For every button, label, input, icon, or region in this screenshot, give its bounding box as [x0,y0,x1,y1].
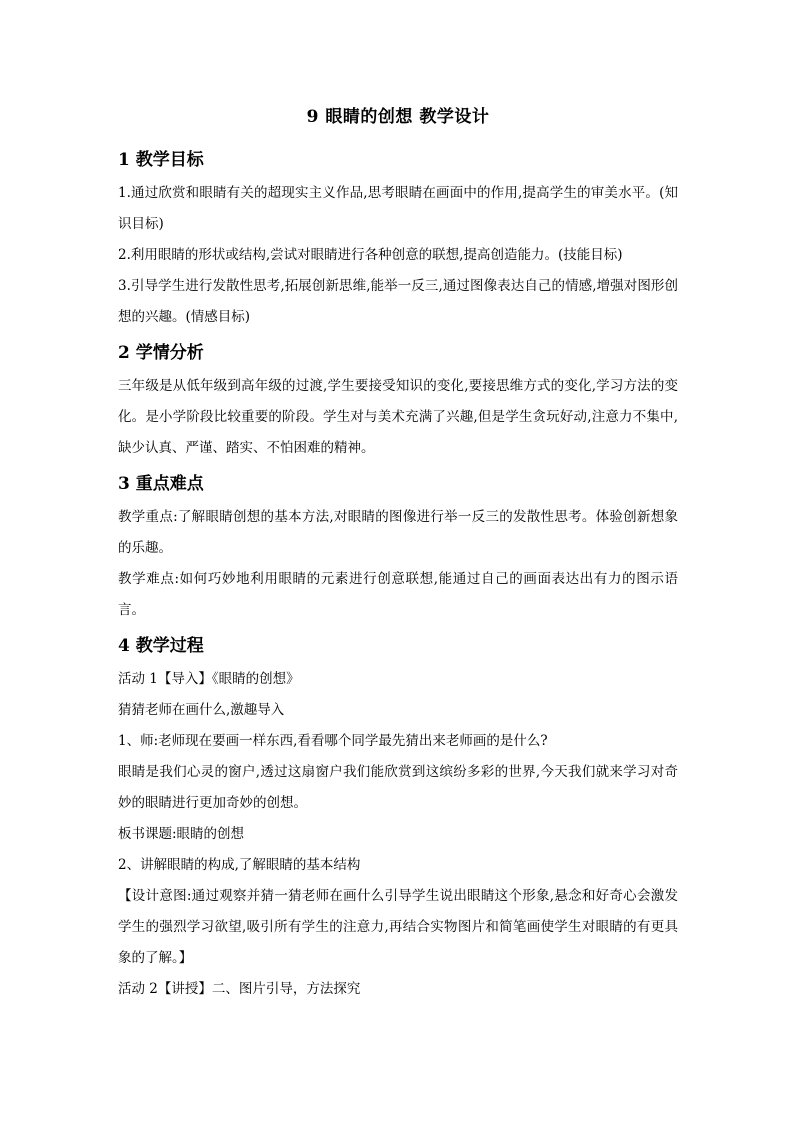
paragraph: 【设计意图:通过观察并猜一猜老师在画什么引导学生说出眼睛这个形象,悬念和好奇心会激发学生的强烈学习欲望,吸引所有学生的注意力,再结合实物图片和简笔画使学生对眼睛的有更具象的了解。】 [118,888,678,966]
paragraph: 2、讲解眼睛的构成,了解眼睛的基本结构 [118,857,361,873]
section-teaching-process [118,632,678,1005]
paragraph: 活动 1【导入】《眼睛的创想》 [118,671,300,687]
paragraph: 3.引导学生进行发散性思考,拓展创新思维,能举一反三,通过图像表达自己的情感,增强对图形创想的兴趣。(情感目标) [118,278,678,325]
section-heading: 3 重点难点 [118,474,204,494]
paragraph: 1、师:老师现在要画一样东西,看看哪个同学最先猜出来老师画的是什么? [118,733,548,749]
paragraph: 猜猜老师在画什么,激趣导入 [118,702,285,718]
section-heading: 1 教学目标 [118,150,204,170]
paragraph: 教学重点:了解眼睛创想的基本方法,对眼睛的图像进行举一反三的发散性思考。体验创新想象的乐趣。 [118,509,678,556]
section-objectives [118,146,678,333]
section-heading: 4 教学过程 [118,636,204,656]
paragraph: 1.通过欣赏和眼睛有关的超现实主义作品,思考眼睛在画面中的作用,提高学生的审美水平。(知识目标) [118,185,678,232]
section-key-points [118,470,678,626]
document-title: 9 眼睛的创想 教学设计 [306,107,490,127]
paragraph: 三年级是从低年级到高年级的过渡,学生要接受知识的变化,要接思维方式的变化,学习方法的变化。是小学阶段比较重要的阶段。学生对与美术充满了兴趣,但是学生贪玩好动,注意力不集中,缺少认真、严谨、踏实、不怕困难的精神。 [118,378,678,456]
document-content [118,104,678,1005]
paragraph: 眼睛是我们心灵的窗户,透过这扇窗户我们能欣赏到这缤纷多彩的世界,今天我们就来学习对奇妙的眼睛进行更加奇妙的创想。 [118,764,678,811]
section-heading: 2 学情分析 [118,343,204,363]
paragraph: 板书课题:眼睛的创想 [118,826,245,842]
paragraph: 教学难点:如何巧妙地利用眼睛的元素进行创意联想,能通过自己的画面表达出有力的图示语言。 [118,571,678,618]
paragraph: 2.利用眼睛的形状或结构,尝试对眼睛进行各种创意的联想,提高创造能力。(技能目标) [118,247,623,263]
paragraph: 活动 2【讲授】二、图片引导，方法探究 [118,981,361,997]
section-student-analysis [118,339,678,464]
